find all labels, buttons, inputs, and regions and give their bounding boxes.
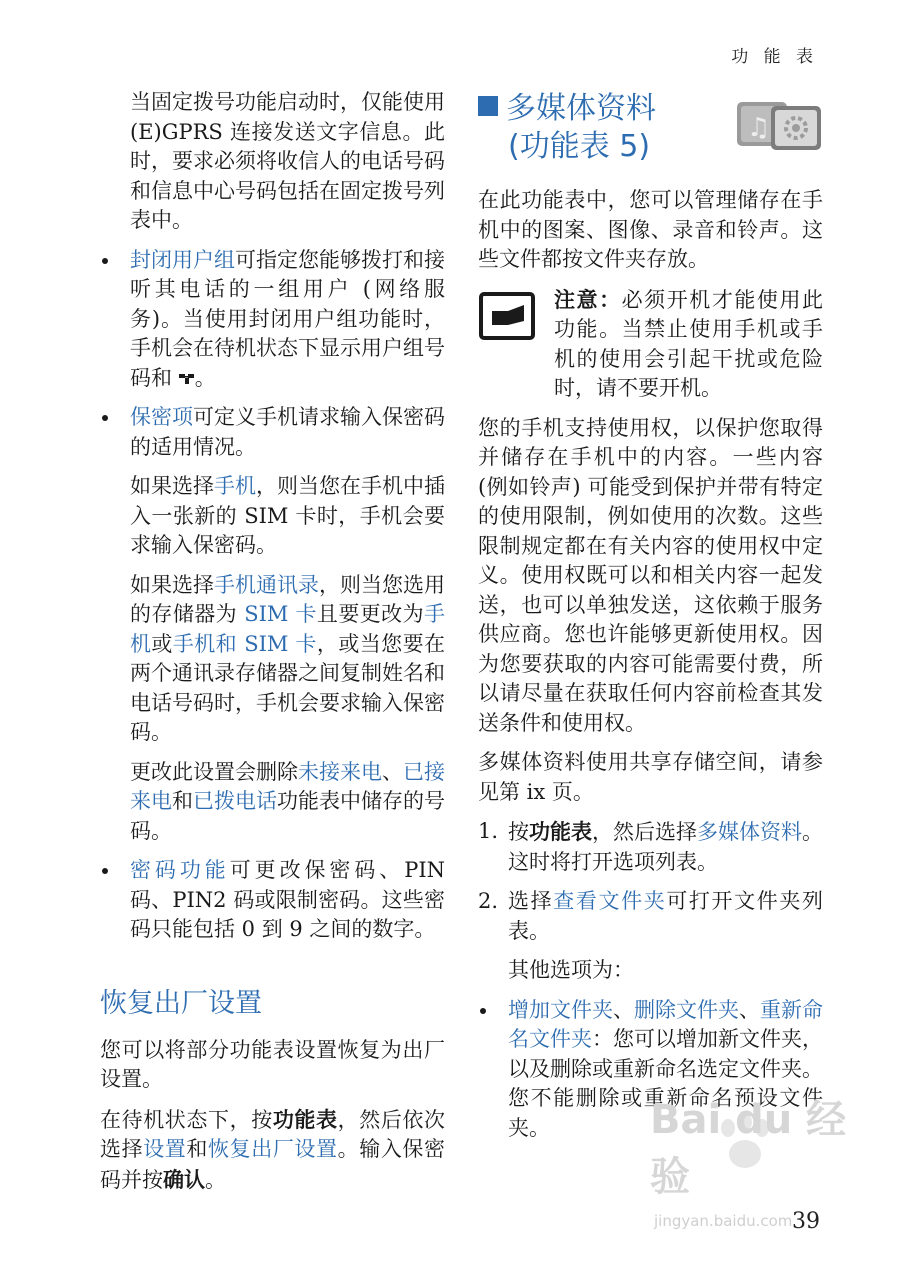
paragraph — [100, 571, 445, 748]
text: 或 — [151, 631, 173, 656]
note-text: 必须开机才能使用此功能。当禁止使用手机或手机的使用会引起干扰或危险时，请不要开机。 — [554, 287, 824, 400]
key-name-ok: 确认 — [163, 1166, 205, 1192]
bullet-item — [100, 403, 445, 462]
menu-link-dialled-numbers[interactable]: 已拨电话 — [193, 789, 277, 813]
chapter-title — [478, 90, 656, 166]
text: 如果选择 — [130, 572, 214, 597]
paragraph: 当固定拨号功能启动时，仅能使用 (E)GPRS 连接发送文字信息。此时，要求必须将收信人的电话号码和信息中心号码包括在固定拨号列表中。 — [130, 90, 445, 232]
svg-text:♫: ♫ — [747, 113, 771, 143]
text: 如果选择 — [130, 474, 214, 498]
bullet-item — [100, 246, 445, 394]
watermark-logo: Bai du 经验 — [650, 1097, 847, 1200]
note-block — [478, 285, 823, 404]
text: ，则当您选用的存储器为 — [130, 572, 445, 626]
watermark — [650, 1097, 850, 1232]
paragraph — [100, 1105, 445, 1196]
running-header: 功 能 表 — [731, 47, 818, 67]
menu-link-rename-folder[interactable]: 重新命名文件夹 — [508, 997, 823, 1051]
text: ，则当您在手机中插入一张新的 SIM 卡时，手机会要求输入保密码。 — [130, 474, 445, 557]
text: 。 — [205, 1167, 226, 1192]
text: 可打开文件夹列表。 — [508, 889, 824, 943]
menu-link-phone[interactable]: 手机 — [130, 602, 446, 656]
menu-link-phonebook[interactable]: 手机通讯录 — [214, 572, 319, 597]
paragraph: 其他选项为： — [508, 958, 634, 982]
bullet-text-end: 。 — [194, 365, 216, 390]
chapter-title-line1: 多媒体资料 — [506, 91, 656, 126]
menu-link-settings[interactable]: 设置 — [143, 1137, 187, 1161]
text: 更改此设置会删除 — [130, 759, 298, 784]
text: 和 — [186, 1137, 209, 1161]
text: ，然后选择 — [592, 820, 697, 844]
text: 。输入保密码并按 — [100, 1137, 446, 1192]
step-number: 2. — [478, 889, 499, 913]
text: 且要更改为 — [316, 602, 425, 626]
menu-link-sim-card[interactable]: SIM 卡 — [244, 602, 317, 626]
right-column — [478, 88, 823, 1153]
text: 按 — [508, 820, 529, 844]
text: 、 — [739, 997, 760, 1022]
text: 、 — [613, 997, 634, 1022]
text: 和 — [172, 789, 193, 813]
page-number: 39 — [792, 1209, 820, 1234]
note-hand-icon — [478, 291, 536, 341]
closed-user-group-icon — [179, 372, 195, 386]
menu-link-closed-user-group[interactable]: 封闭用户组 — [130, 247, 235, 272]
text: ：您可以增加新文件夹，以及删除或重新命名选定文件夹。您不能删除或重新命名预设文件夹。 — [508, 1027, 823, 1140]
paragraph — [100, 472, 445, 561]
paragraph: 多媒体资料使用共享存储空间，请参见第 ix 页。 — [478, 750, 823, 804]
step-item — [478, 817, 823, 877]
step-item — [478, 887, 823, 946]
chapter-header — [478, 88, 823, 172]
bullet-text: 可定义手机请求输入保密码的适用情况。 — [130, 405, 445, 459]
text: 功能表中储存的号码。 — [130, 789, 445, 843]
menu-link-phone-and-sim[interactable]: 手机和 SIM 卡 — [172, 631, 317, 656]
gallery-icon — [735, 98, 823, 154]
text: 。这时将打开选项列表。 — [508, 820, 823, 874]
section-heading: 恢复出厂设置 — [100, 987, 262, 1019]
menu-link-add-folder[interactable]: 增加文件夹 — [508, 997, 613, 1022]
menu-link-gallery[interactable]: 多媒体资料 — [697, 820, 802, 844]
step-number: 1. — [478, 819, 499, 843]
menu-link-restore-factory[interactable]: 恢复出厂设置 — [208, 1137, 338, 1161]
menu-link-phone[interactable]: 手机 — [214, 474, 256, 498]
chapter-title-line2: (功能表 5) — [508, 129, 651, 164]
paragraph — [100, 758, 445, 847]
menu-link-missed-calls[interactable]: 未接来电 — [298, 759, 382, 784]
bullet-text: 可更改保密码、PIN 码、PIN2 码或限制密码。这些密码只能包括 0 到 9 之间的数字。 — [130, 858, 446, 941]
text: 选择 — [508, 889, 554, 913]
paragraph: 在此功能表中，您可以管理储存在手机中的图案、图像、录音和铃声。这些文件都按文件夹存放。 — [478, 188, 823, 271]
text: ，或当您要在两个通讯录存储器之间复制姓名和电话号码时，手机会要求输入保密码。 — [130, 631, 446, 744]
paragraph: 您的手机支持使用权，以保护您取得并储存在手机中的内容。一些内容 (例如铃声) 可能受到保护并带有特定的使用限制，例如使用的次数。这些限制规定都在有关内容的使用权中定义。使用权既可以和相关内容一起发送，也可以单独发送，这依赖于服务供应商。您也许能够更新使用权。因为您要获取的内容可能需要付费，所以请尽量在获取任何内容前检查其发送条件和使用权。 — [478, 415, 823, 735]
menu-link-delete-folder[interactable]: 删除文件夹 — [634, 997, 739, 1022]
menu-link-access-codes[interactable]: 密码功能 — [130, 858, 230, 882]
text: ，然后依次选择 — [100, 1107, 446, 1161]
note-label: 注意： — [554, 286, 622, 312]
paragraph: 您可以将部分功能表设置恢复为出厂设置。 — [100, 1037, 445, 1091]
menu-link-received-calls[interactable]: 已接来电 — [130, 759, 445, 813]
text: 、 — [382, 759, 403, 784]
left-column — [100, 88, 445, 1205]
key-name-menu: 功能表 — [529, 819, 592, 844]
menu-link-security[interactable]: 保密项 — [130, 405, 193, 429]
key-name-menu: 功能表 — [272, 1106, 338, 1132]
watermark-url: jingyan.baidu.com — [654, 1212, 793, 1230]
text: 在待机状态下，按 — [100, 1107, 273, 1132]
square-bullet-icon — [478, 96, 498, 116]
bullet-item — [100, 856, 445, 945]
menu-link-view-folders[interactable]: 查看文件夹 — [553, 889, 667, 913]
bullet-text: 可指定您能够拨打和接听其电话的一组用户 (网络服务)。当使用封闭用户组功能时，手机会在待机状态下显示用户组号码和 — [130, 247, 445, 390]
